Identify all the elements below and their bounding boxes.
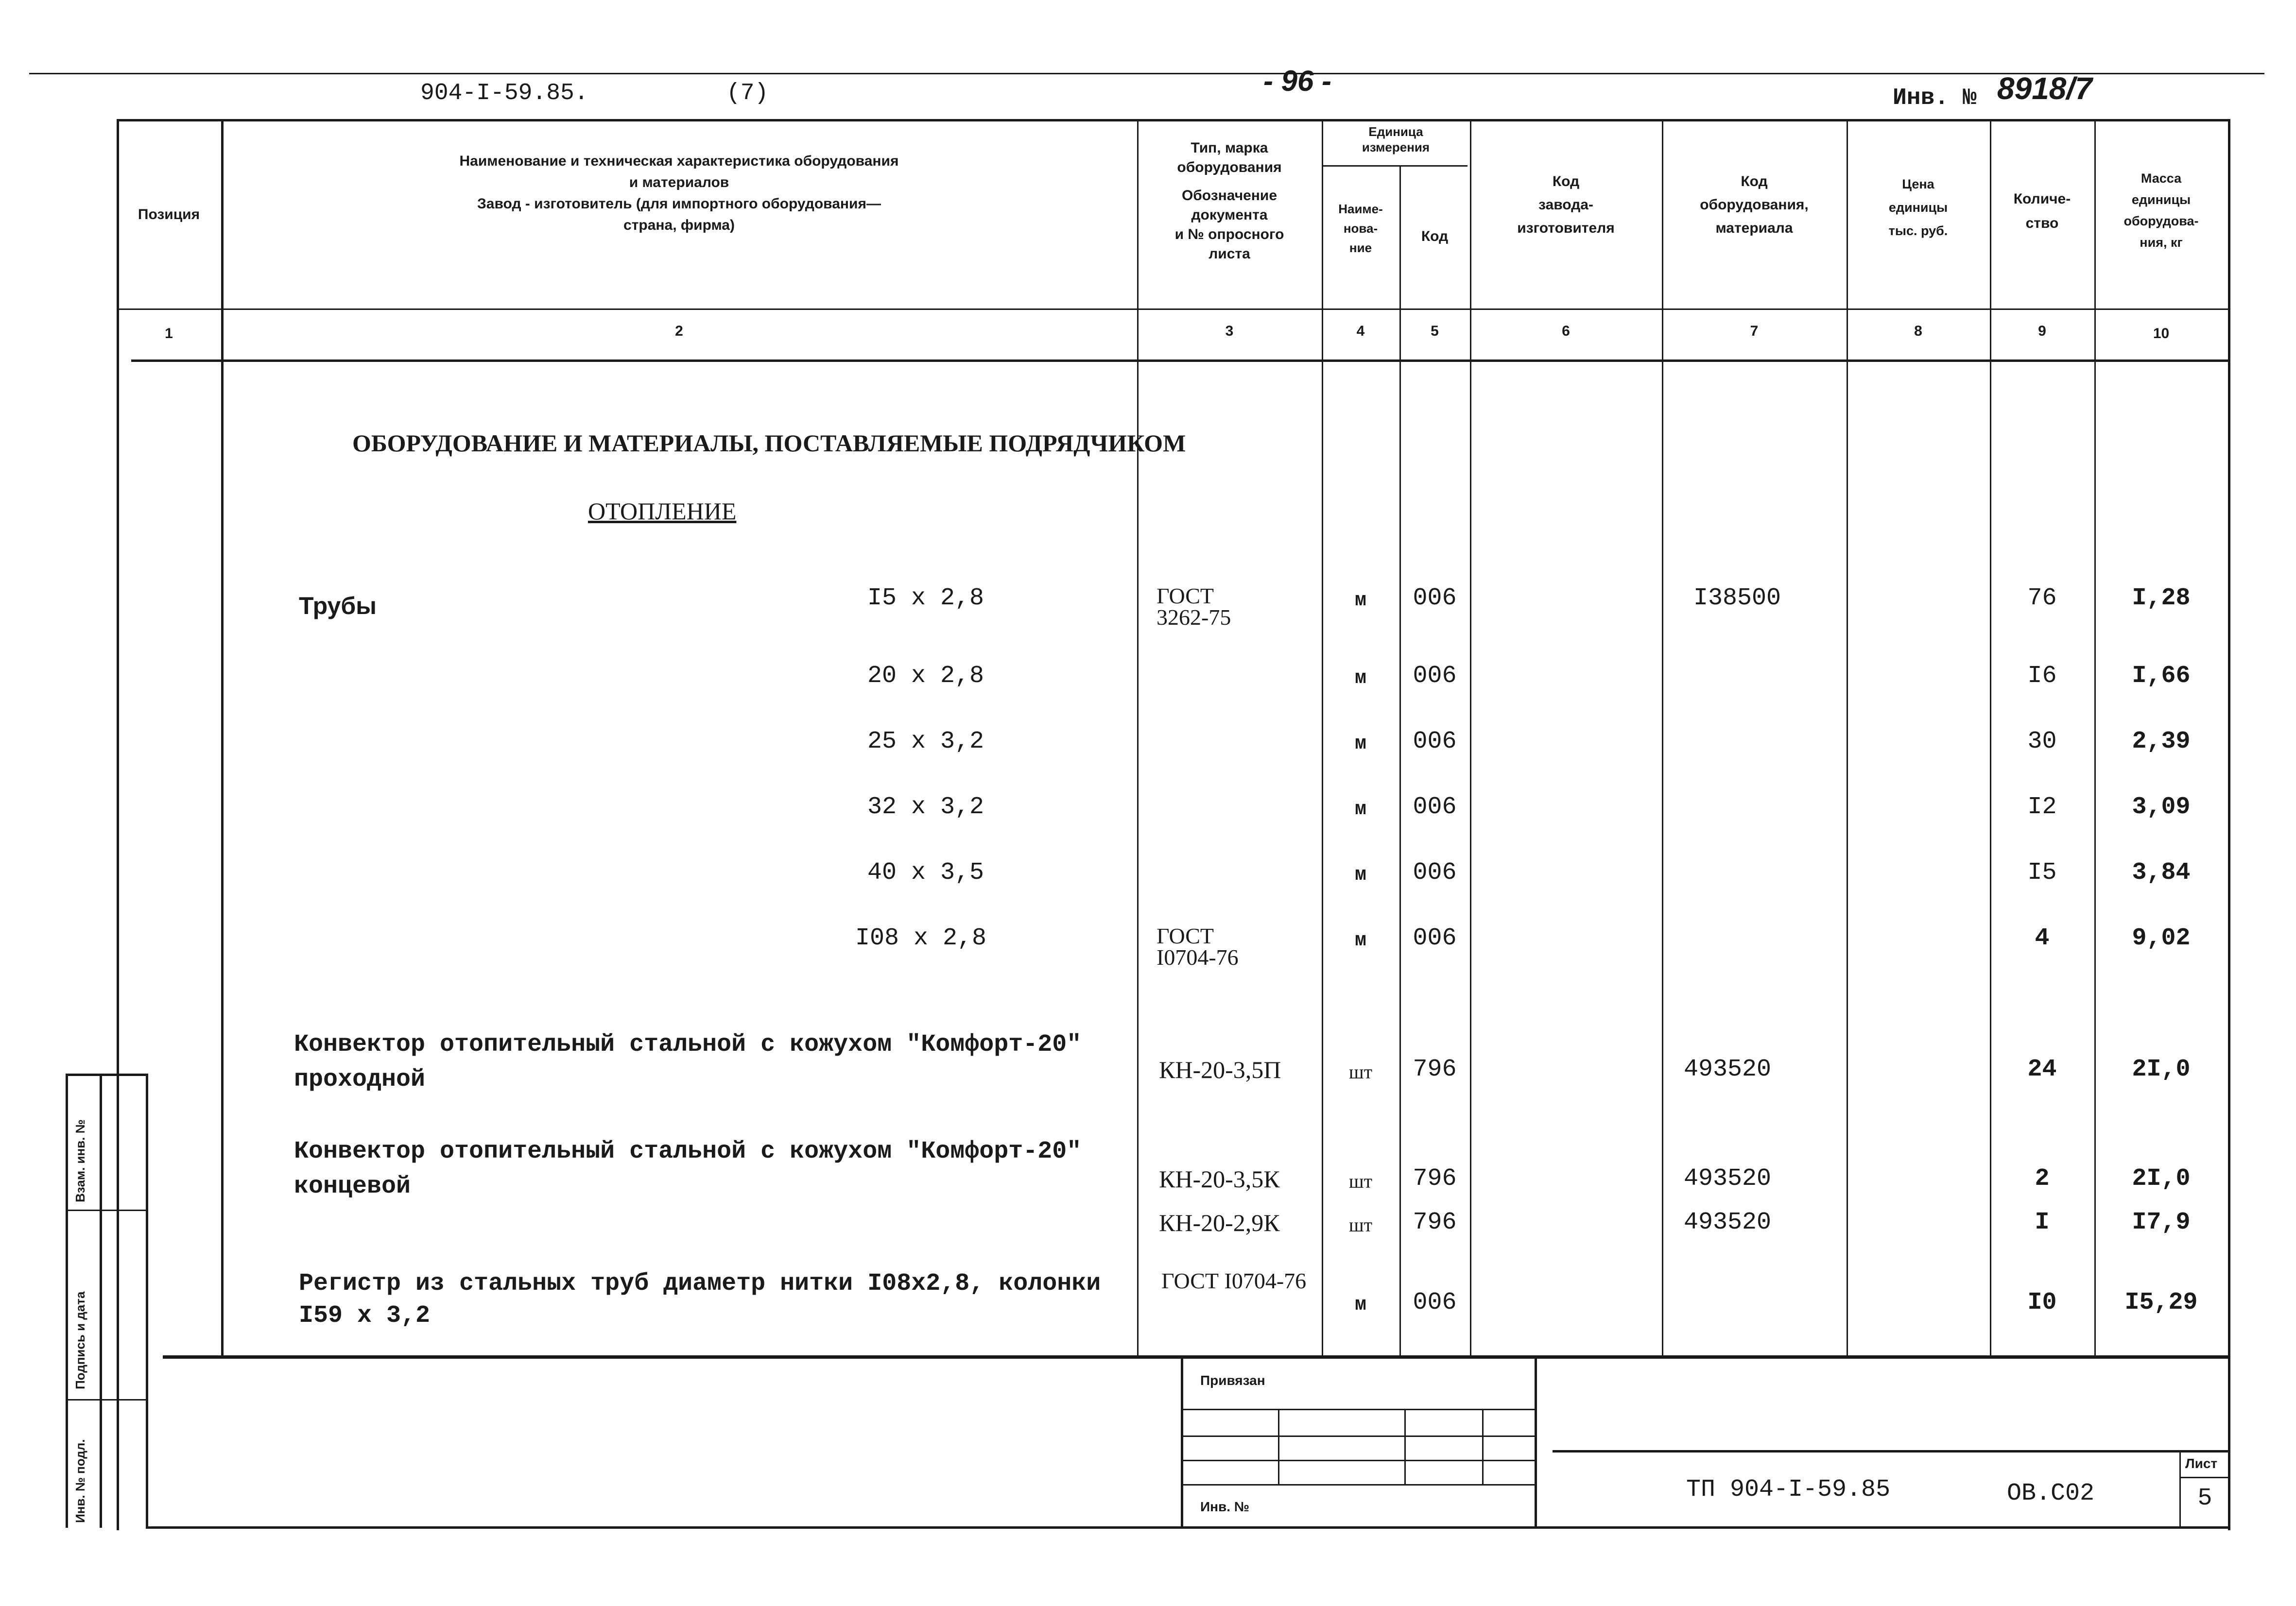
column-number: 10 bbox=[2153, 325, 2170, 342]
item-type: КН-20-3,5П bbox=[1159, 1056, 1281, 1083]
linked-label: Привязан bbox=[1200, 1373, 1265, 1388]
unit-mass: 3,84 bbox=[2132, 859, 2191, 887]
item-type: ГОСТ I0704-76 bbox=[1161, 1268, 1307, 1293]
material-code: 493520 bbox=[1684, 1165, 1772, 1193]
header-type: Тип, марка оборудования Обозначение документа и № опросного листа bbox=[1174, 140, 1284, 262]
unit-mass: 2I,0 bbox=[2132, 1056, 2191, 1083]
inventory-no-label: Инв. № bbox=[1200, 1499, 1250, 1514]
pipe-size: 25 x 3,2 bbox=[867, 728, 984, 755]
pipe-size: I5 x 2,8 bbox=[867, 584, 984, 612]
quantity: 24 bbox=[2027, 1056, 2057, 1083]
unit-code: 006 bbox=[1413, 859, 1457, 887]
unit-name: м bbox=[1354, 733, 1366, 755]
unit-name: шт bbox=[1348, 1214, 1373, 1236]
header-position: Позиция bbox=[138, 206, 200, 222]
column-number: 5 bbox=[1431, 323, 1439, 339]
unit-code: 796 bbox=[1413, 1209, 1457, 1236]
title-block-top bbox=[1553, 1450, 2228, 1452]
stamp-right bbox=[1535, 1355, 1537, 1528]
col-line-7 bbox=[1847, 119, 1848, 1355]
stamp-cell-line bbox=[1278, 1409, 1279, 1484]
sheet-box-left bbox=[2179, 1450, 2181, 1528]
side-label-replaced-inv: Взам. инв. № bbox=[73, 1119, 87, 1202]
side-stamp-divider bbox=[66, 1210, 148, 1211]
document-ref: ГОСТ 3262-75 bbox=[1157, 583, 1231, 630]
item-name: Регистр из стальных труб диаметр нитки I08x2,8, колонки I59 x 3,2 bbox=[299, 1270, 1101, 1330]
stamp-cell-line bbox=[1482, 1409, 1484, 1484]
col-line-8 bbox=[1990, 119, 1991, 1355]
unit-code: 006 bbox=[1413, 584, 1457, 612]
header-factory-code: Код завода- изготовителя bbox=[1517, 173, 1615, 236]
col-line-9 bbox=[2094, 119, 2096, 1355]
material-code: 493520 bbox=[1684, 1056, 1772, 1083]
header-divider bbox=[117, 308, 2230, 310]
unit-name: м bbox=[1354, 864, 1366, 886]
title-block-sheet-code: ОВ.С02 bbox=[2007, 1480, 2095, 1507]
column-number: 6 bbox=[1562, 323, 1570, 339]
col-line-5 bbox=[1470, 119, 1471, 1355]
col-line-3 bbox=[1322, 119, 1323, 1355]
quantity: I0 bbox=[2027, 1289, 2057, 1316]
quantity: 2 bbox=[2035, 1165, 2050, 1193]
quantity: I6 bbox=[2027, 662, 2057, 690]
unit-code: 006 bbox=[1413, 1289, 1457, 1316]
column-number: 7 bbox=[1750, 323, 1759, 339]
section-title: ОБОРУДОВАНИЕ И МАТЕРИАЛЫ, ПОСТАВЛЯЕМЫЕ ПОДРЯДЧИКОМ bbox=[352, 429, 1186, 457]
item-name: Конвектор отопительный стальной с кожухом "Комфорт-20" концевой bbox=[294, 1138, 1082, 1200]
item-type: КН-20-3,5К bbox=[1159, 1165, 1280, 1193]
column-number: 4 bbox=[1356, 323, 1365, 339]
item-name: Конвектор отопительный стальной с кожухом "Комфорт-20" проходной bbox=[294, 1031, 1082, 1093]
column-number: 2 bbox=[675, 323, 683, 339]
sheet-number: 5 bbox=[2197, 1485, 2212, 1512]
header-price: Цена единицы тыс. руб. bbox=[1888, 177, 1948, 238]
unit-mass: 9,02 bbox=[2132, 924, 2191, 952]
unit-code: 006 bbox=[1413, 728, 1457, 755]
header-bottom bbox=[131, 359, 2230, 362]
quantity: 30 bbox=[2027, 728, 2057, 755]
unit-mass: I,28 bbox=[2132, 584, 2191, 612]
unit-mass: I5,29 bbox=[2124, 1289, 2198, 1316]
side-stamp-divider bbox=[66, 1399, 148, 1401]
sheet-label: Лист bbox=[2185, 1456, 2218, 1471]
header-material-code: Код оборудования, материала bbox=[1700, 173, 1809, 236]
document-ref: ГОСТ I0704-76 bbox=[1157, 923, 1239, 970]
unit-mass: I,66 bbox=[2132, 662, 2191, 690]
stamp-line bbox=[1181, 1484, 1536, 1486]
unit-code: 796 bbox=[1413, 1056, 1457, 1083]
pipe-size: 20 x 2,8 bbox=[867, 662, 984, 690]
side-stamp-left bbox=[66, 1074, 68, 1528]
column-number: 3 bbox=[1225, 323, 1234, 339]
col-line-6 bbox=[1662, 119, 1663, 1355]
sheet-marker: (7) bbox=[726, 80, 769, 106]
pipe-size: 40 x 3,5 bbox=[867, 859, 984, 887]
unit-name: м bbox=[1354, 667, 1366, 689]
unit-mass: 2I,0 bbox=[2132, 1165, 2191, 1193]
quantity: I2 bbox=[2027, 793, 2057, 821]
pipes-label: Трубы bbox=[299, 592, 377, 619]
stamp-cell-line bbox=[1404, 1409, 1406, 1484]
col-line-1 bbox=[221, 119, 224, 1355]
inventory-label: Инв. № bbox=[1893, 85, 1977, 111]
unit-name: м bbox=[1354, 930, 1366, 952]
unit-code: 006 bbox=[1413, 793, 1457, 821]
col-line-2 bbox=[1137, 119, 1139, 1355]
column-number: 1 bbox=[165, 325, 173, 342]
side-label-original-inv: Инв. № подл. bbox=[73, 1439, 87, 1523]
pipe-size: 32 x 3,2 bbox=[867, 793, 984, 821]
title-block-code: ТП 904-I-59.85 bbox=[1686, 1476, 1891, 1503]
header-unit-name: Наиме- нова- ние bbox=[1338, 202, 1383, 255]
stamp-left bbox=[1181, 1355, 1183, 1528]
header-name: Наименование и техническая характеристика оборудования и материалов Завод - изготовитель (для импортного оборудования— страна, фирма) bbox=[459, 153, 899, 233]
header-quantity: Количе- ство bbox=[2013, 191, 2071, 231]
unit-name: м bbox=[1354, 1294, 1366, 1316]
unit-name: шт bbox=[1348, 1061, 1373, 1083]
unit-name: шт bbox=[1348, 1170, 1373, 1192]
side-label-signature-date: Подпись и дата bbox=[73, 1291, 87, 1389]
inventory-number: 8918/7 bbox=[1997, 71, 2092, 106]
frame-right bbox=[2228, 119, 2230, 1530]
item-type: КН-20-2,9К bbox=[1159, 1209, 1280, 1236]
sheet-box-divider bbox=[2179, 1477, 2228, 1478]
header-unit-group: Единица измерения bbox=[1362, 124, 1430, 154]
side-stamp-right bbox=[146, 1074, 148, 1528]
unit-mass: 2,39 bbox=[2132, 728, 2191, 755]
page-number: - 96 - bbox=[1263, 65, 1332, 97]
unit-mass: I7,9 bbox=[2132, 1209, 2191, 1236]
unit-code: 796 bbox=[1413, 1165, 1457, 1193]
material-code: 493520 bbox=[1684, 1209, 1772, 1236]
quantity: I bbox=[2035, 1209, 2050, 1236]
table-bottom-rule bbox=[163, 1355, 2228, 1359]
unit-mass: 3,09 bbox=[2132, 793, 2191, 821]
unit-group-divider bbox=[1322, 165, 1467, 167]
quantity: I5 bbox=[2027, 859, 2057, 887]
header-unit-code: Код bbox=[1421, 228, 1449, 244]
frame-bottom bbox=[146, 1526, 2230, 1529]
quantity: 4 bbox=[2035, 924, 2050, 952]
unit-code: 006 bbox=[1413, 924, 1457, 952]
doc-code: 904-I-59.85. bbox=[420, 80, 588, 106]
subsection-title: ОТОПЛЕНИЕ bbox=[588, 497, 737, 525]
material-code: I38500 bbox=[1693, 584, 1781, 612]
col-line-4 bbox=[1399, 165, 1401, 1355]
unit-code: 006 bbox=[1413, 662, 1457, 690]
column-number: 8 bbox=[1914, 323, 1922, 339]
quantity: 76 bbox=[2027, 584, 2057, 612]
pipe-size: I08 x 2,8 bbox=[855, 924, 987, 952]
table-top-border bbox=[117, 119, 2230, 121]
side-stamp-top bbox=[66, 1074, 148, 1076]
side-stamp-mid bbox=[100, 1074, 102, 1528]
header-mass: Масса единицы оборудова- ния, кг bbox=[2123, 171, 2199, 250]
column-number: 9 bbox=[2038, 323, 2046, 339]
unit-name: м bbox=[1354, 590, 1366, 612]
top-rule bbox=[29, 73, 2264, 74]
unit-name: м bbox=[1354, 799, 1366, 820]
